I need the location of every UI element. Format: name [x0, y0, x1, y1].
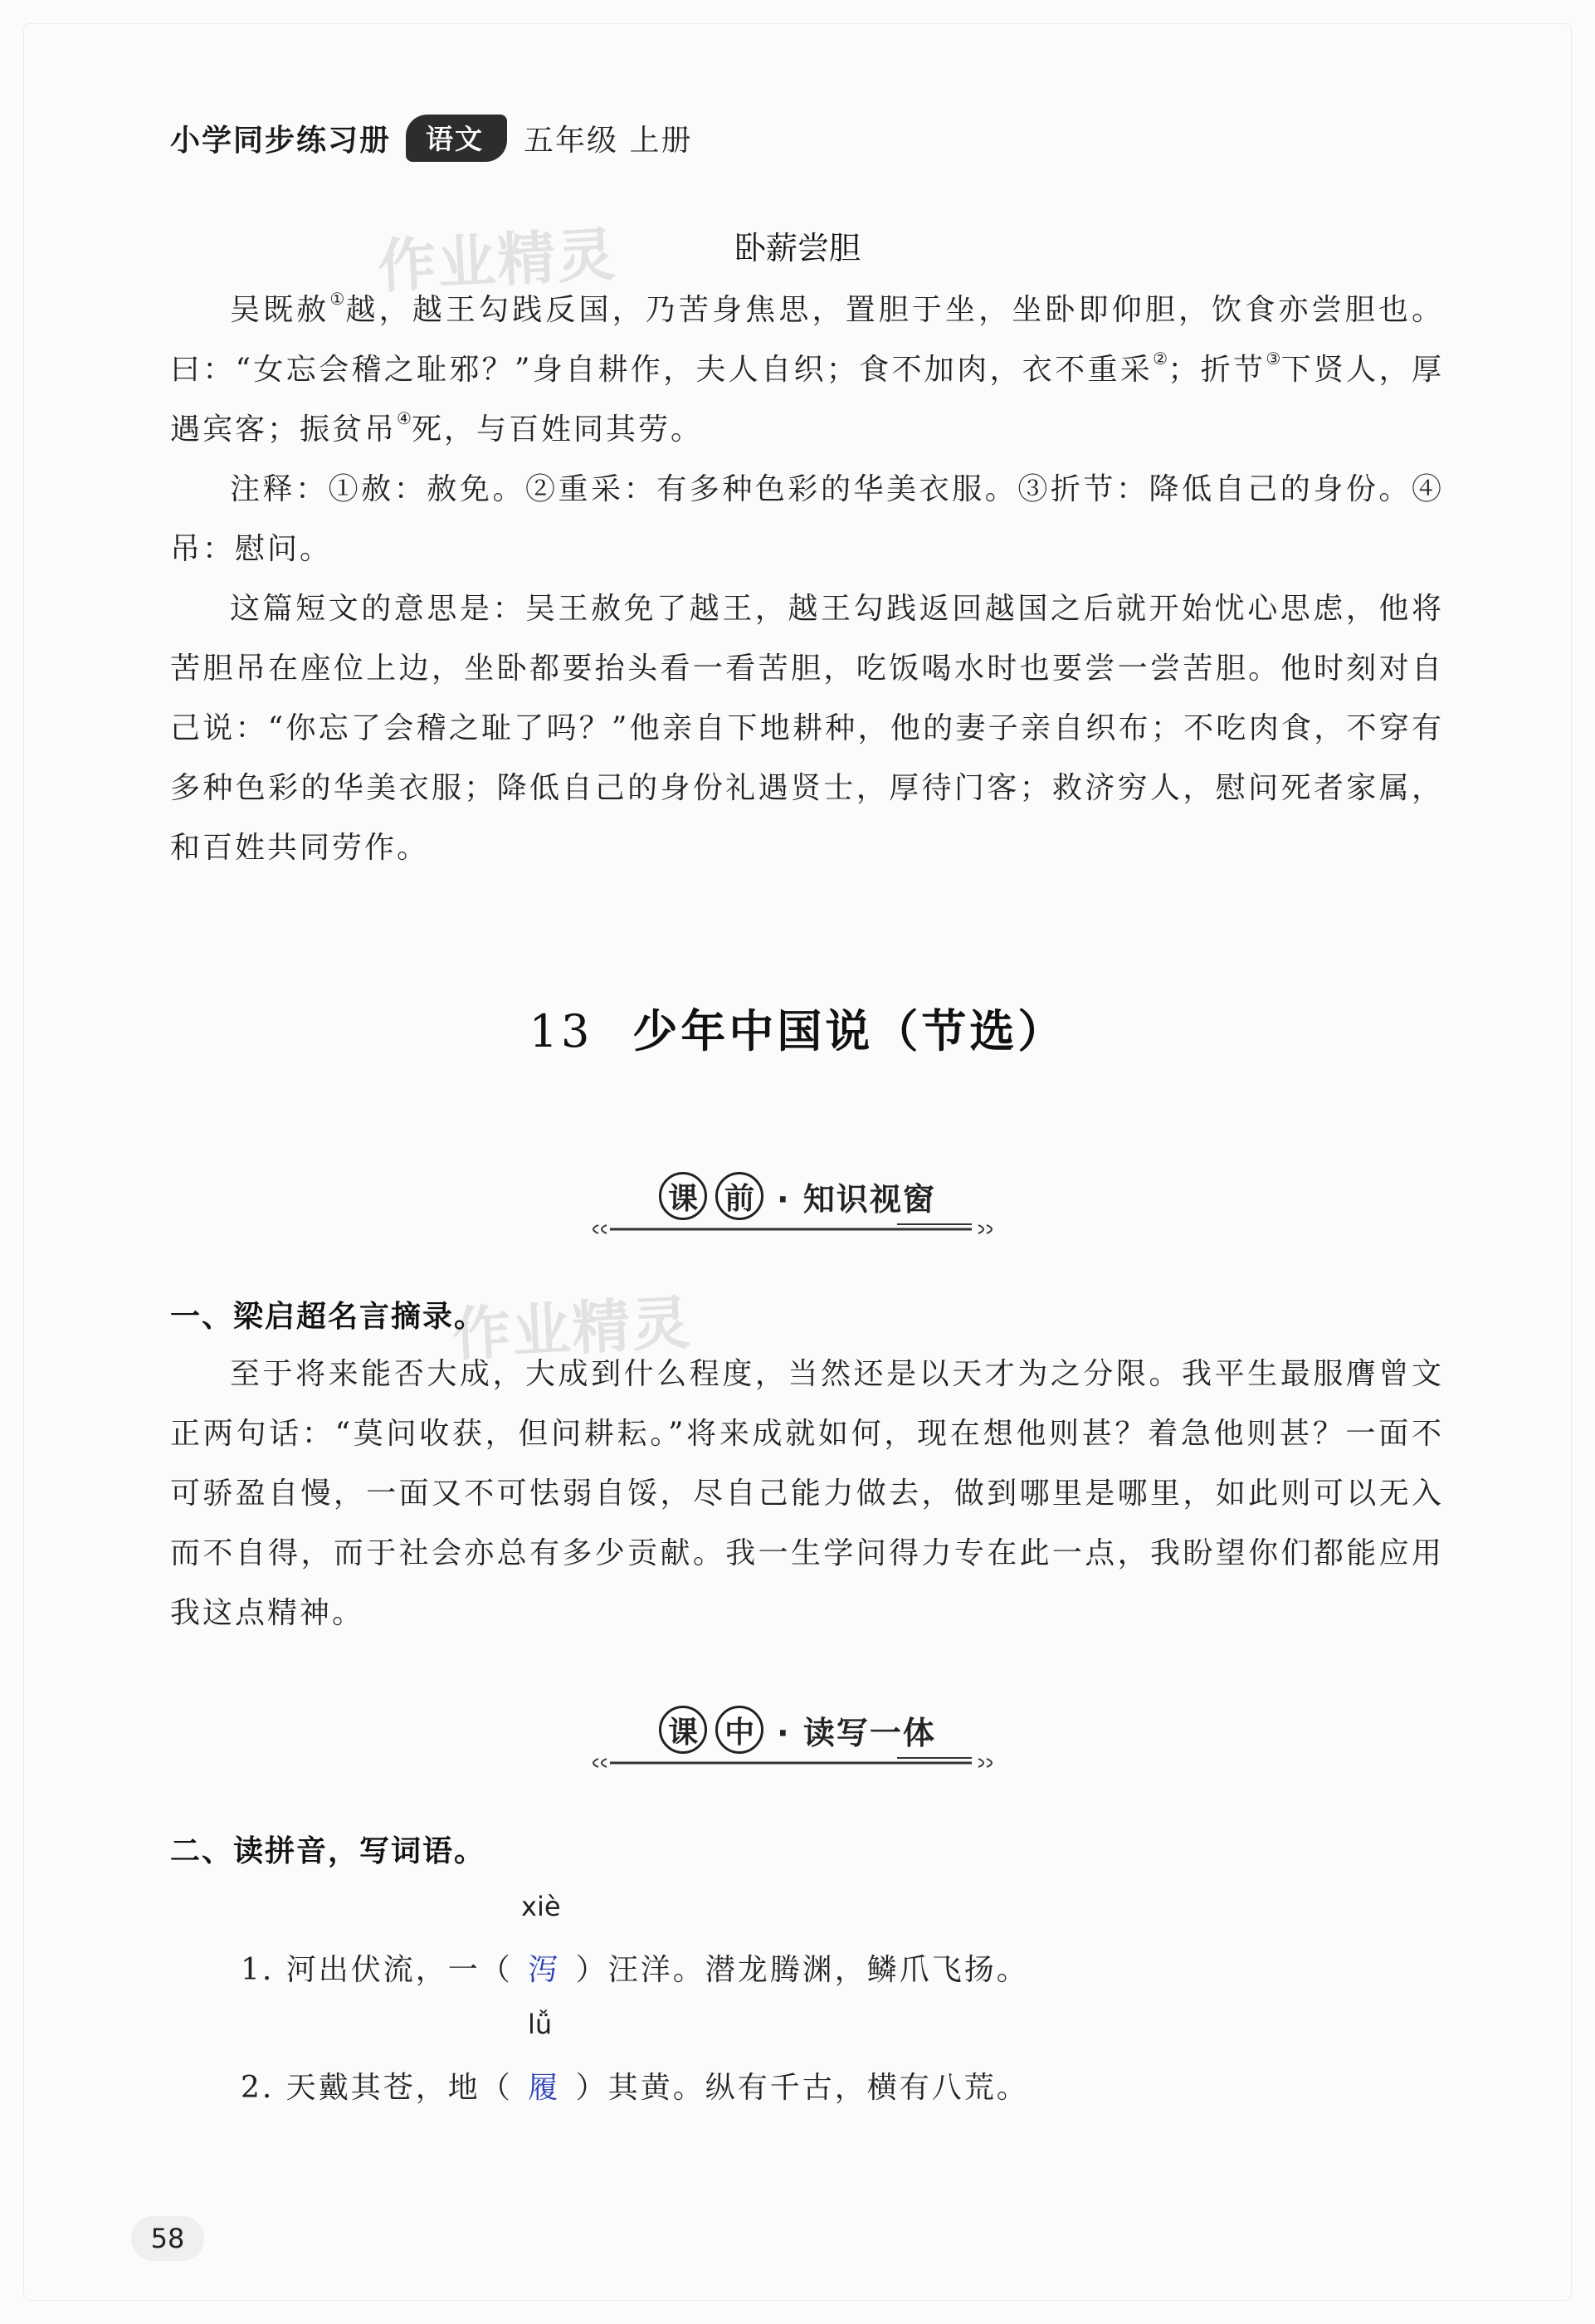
footnote-mark: ① — [329, 289, 346, 309]
banner-underline — [582, 1220, 1013, 1238]
exercise-item: 2. 天戴其苍，地（ 履 ）其黄。纵有千古，横有八荒。 — [241, 2064, 1029, 2107]
banner-circle-char: 中 — [715, 1706, 763, 1754]
lesson-number: 13 — [529, 1005, 593, 1057]
story-paragraph: 吴既赦①越，越王勾践反国，乃苦身焦思，置胆于坐，坐卧即仰胆，饮食亦尝胆也。曰：“女忘会稽之耻邪？”身自耕作，夫人自织；食不加肉，衣不重采②；折节③下贤人，厚遇宾客；振贫吊④死，与百姓同其劳。 — [170, 289, 1444, 447]
quote-paragraph: 至于将来能否大成，大成到什么程度，当然还是以天才为之分限。我平生最服膺曾文正两句话：“莫问收获，但问耕耘。”将来成就如何，现在想他则甚？着急他则甚？一面不可骄盈自慢，一面又不可怯弱自馁，尽自己能力做去，做到哪里是哪里，如此则可以无入而不自得，而于社会亦总有多少贡献。我一生学问得力专在此一点，我盼望你们都能应用我这点精神。 — [170, 1357, 1444, 1630]
pinyin-hint: lǚ — [528, 2009, 553, 2040]
book-title: 小学同步练习册 — [170, 124, 392, 158]
subject-badge: 语文 — [406, 115, 507, 162]
lesson-title — [0, 996, 1595, 1060]
footnote-mark: ③ — [1266, 349, 1281, 369]
banner-circle-char: 课 — [659, 1706, 707, 1754]
answer-text: 泻 — [528, 1953, 561, 1987]
banner-text: · 知识视窗 — [777, 1180, 936, 1218]
footnote-mark: ④ — [397, 408, 412, 428]
banner-circle-char: 课 — [659, 1172, 707, 1220]
page-number: 58 — [131, 2216, 204, 2261]
section-banner-before-class — [0, 1172, 1595, 1238]
answer-text: 履 — [528, 2071, 561, 2105]
footnote-mark: ② — [1153, 349, 1168, 369]
banner-circle-char: 前 — [715, 1172, 763, 1220]
grade-label: 五年级 上册 — [524, 124, 693, 158]
banner-text: · 读写一体 — [777, 1714, 936, 1751]
story-text — [170, 281, 1444, 878]
watermark: 作业精灵 — [376, 220, 619, 301]
lesson-name: 少年中国说（节选） — [632, 1005, 1066, 1057]
section-banner-in-class — [0, 1706, 1595, 1772]
story-title: 卧薪尝胆 — [734, 230, 861, 266]
exercise-item: 1. 河出伏流，一（ 泻 ）汪洋。潜龙腾渊，鳞爪飞扬。 — [241, 1946, 1029, 1989]
story-notes: 注释：①赦：赦免。②重采：有多种色彩的华美衣服。③折节：降低自己的身份。④吊：慰问。 — [170, 472, 1444, 566]
pinyin-hint: xiè — [521, 1891, 561, 1922]
section-heading: 二、读拼音，写词语。 — [170, 1834, 486, 1868]
watermark: 作业精灵 — [451, 1288, 694, 1370]
section-heading: 一、梁启超名言摘录。 — [170, 1300, 486, 1334]
page-header — [170, 115, 692, 162]
quote-text — [170, 1345, 1444, 1643]
story-meaning: 这篇短文的意思是：吴王赦免了越王，越王勾践返回越国之后就开始忧心思虑，他将苦胆吊在座位上边，坐卧都要抬头看一看苦胆，吃饭喝水时也要尝一尝苦胆。他时刻对自己说：“你忘了会稽之耻了吗？”他亲自下地耕种，他的妻子亲自织布；不吃肉食，不穿有多种色彩的华美衣服；降低自己的身份礼遇贤士，厚待门客；救济穷人，慰问死者家属，和百姓共同劳作。 — [170, 592, 1444, 865]
banner-underline — [582, 1754, 1013, 1772]
